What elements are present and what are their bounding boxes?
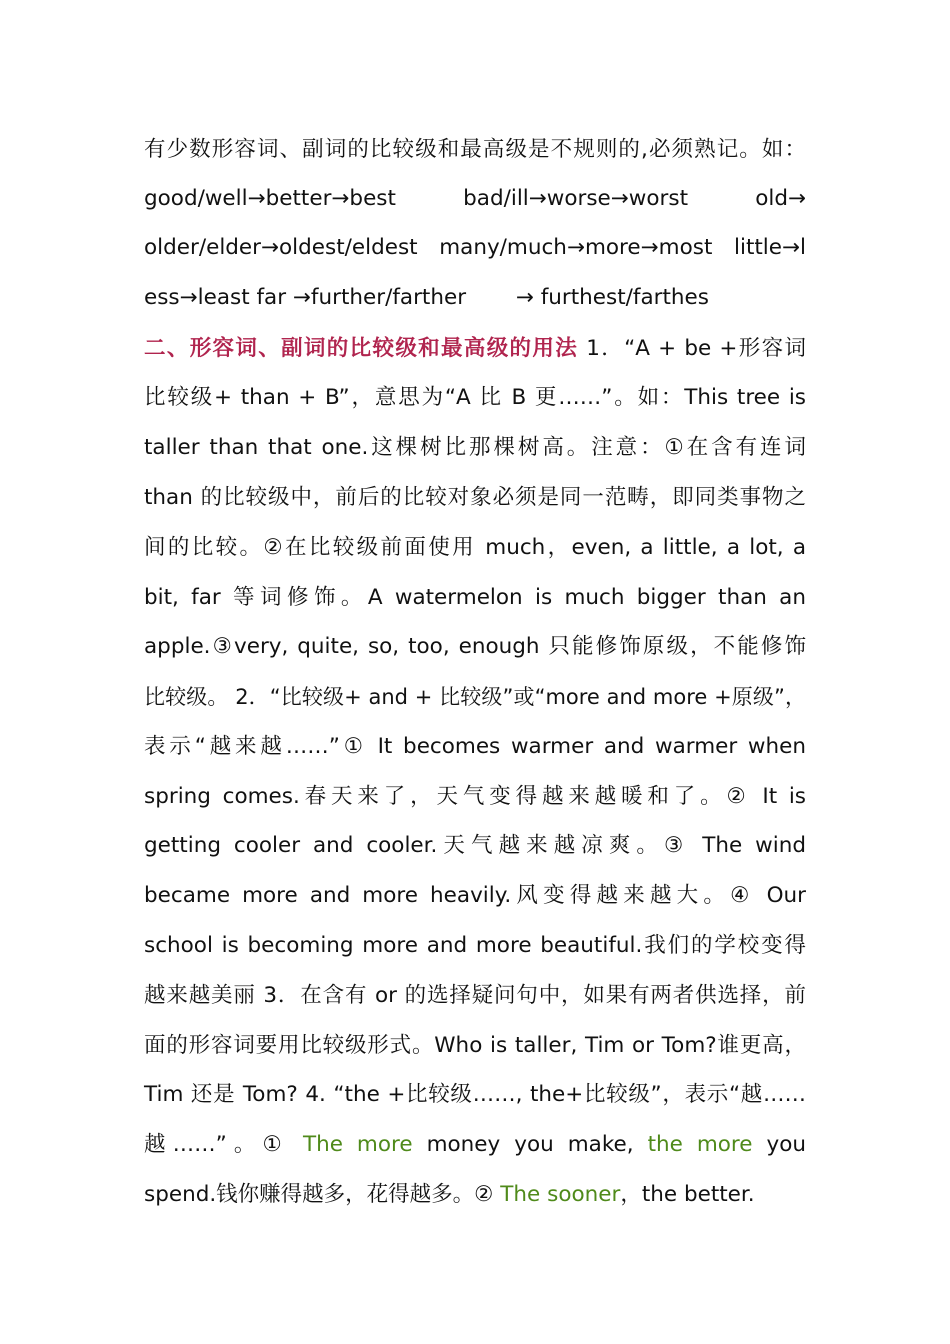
text-line	[144, 383, 806, 413]
text-span: 越……”。①	[144, 1132, 303, 1157]
text-span: ，the better.	[620, 1182, 755, 1207]
text-line	[144, 632, 806, 662]
highlight-phrase: the more	[647, 1132, 753, 1157]
text-span: spring comes.春天来了，天气变得越来越暖和了。② It is	[144, 784, 806, 809]
text-span: apple.③very, quite, so, too, enough 只能修饰原级，不能修饰	[144, 634, 806, 659]
text-line	[144, 682, 806, 712]
text-span: Tim 还是 Tom? 4. “the +比较级……, the+比较级”，表示“越……	[144, 1082, 806, 1107]
text-line	[144, 533, 806, 563]
text-line	[144, 233, 806, 263]
text-span: spend.钱你赚得越多，花得越多。②	[144, 1182, 501, 1207]
text-span: 1．“A + be +形容词	[578, 336, 806, 361]
text-line	[144, 881, 806, 911]
text-span: 有少数形容词、副词的比较级和最高级是不规则的,必须熟记。如：	[144, 137, 806, 162]
text-span: good/well→better→best bad/ill→worse→worst old→	[144, 186, 806, 211]
text-line	[144, 135, 806, 165]
text-span: you	[752, 1132, 806, 1157]
text-span: older/elder→oldest/eldest many/much→more→most little→l	[144, 235, 806, 260]
text-line	[144, 732, 806, 762]
text-line	[144, 433, 806, 463]
text-line	[144, 1180, 806, 1210]
text-line	[144, 1130, 806, 1160]
text-line	[144, 981, 806, 1011]
text-line	[144, 782, 806, 812]
text-line	[144, 283, 806, 313]
text-span: bit, far 等词修饰。A watermelon is much bigger than an	[144, 585, 806, 610]
text-span: 面的形容词要用比较级形式。Who is taller, Tim or Tom?谁更高，	[144, 1033, 806, 1058]
text-line	[144, 1080, 806, 1110]
text-span: 间的比较。②在比较级前面使用 much，even, a little, a lot, a	[144, 535, 806, 560]
text-span: became more and more heavily.风变得越来越大。④ Our	[144, 883, 806, 908]
text-line	[144, 1031, 806, 1061]
text-span: taller than that one.这棵树比那棵树高。注意：①在含有连词	[144, 435, 806, 460]
highlight-phrase: The more	[302, 1132, 413, 1157]
section-heading-line	[144, 334, 806, 364]
text-line	[144, 831, 806, 861]
text-span: money you make,	[412, 1132, 648, 1157]
highlight-phrase: The sooner	[500, 1182, 621, 1207]
text-span: than 的比较级中，前后的比较对象必须是同一范畴，即同类事物之	[144, 485, 806, 510]
text-span: 表示“越来越……”① It becomes warmer and warmer when	[144, 734, 806, 759]
text-span: getting cooler and cooler.天气越来越凉爽。③ The wind	[144, 833, 806, 858]
text-span: school is becoming more and more beautiful.我们的学校变得	[144, 933, 806, 958]
text-line	[144, 184, 806, 214]
text-span: 比较级。 2．“比较级+ and + 比较级”或“more and more +原级”，	[144, 685, 806, 709]
text-line	[144, 931, 806, 961]
text-span: ess→least far →further/farther → furthest/farthes	[144, 285, 709, 310]
text-span: 越来越美丽 3．在含有 or 的选择疑问句中，如果有两者供选择，前	[144, 983, 806, 1008]
text-line	[144, 483, 806, 513]
text-line	[144, 583, 806, 613]
text-span: 比较级+ than + B”，意思为“A 比 B 更……”。如：This tree is	[144, 385, 806, 410]
section-heading: 二、形容词、副词的比较级和最高级的用法	[144, 336, 579, 361]
